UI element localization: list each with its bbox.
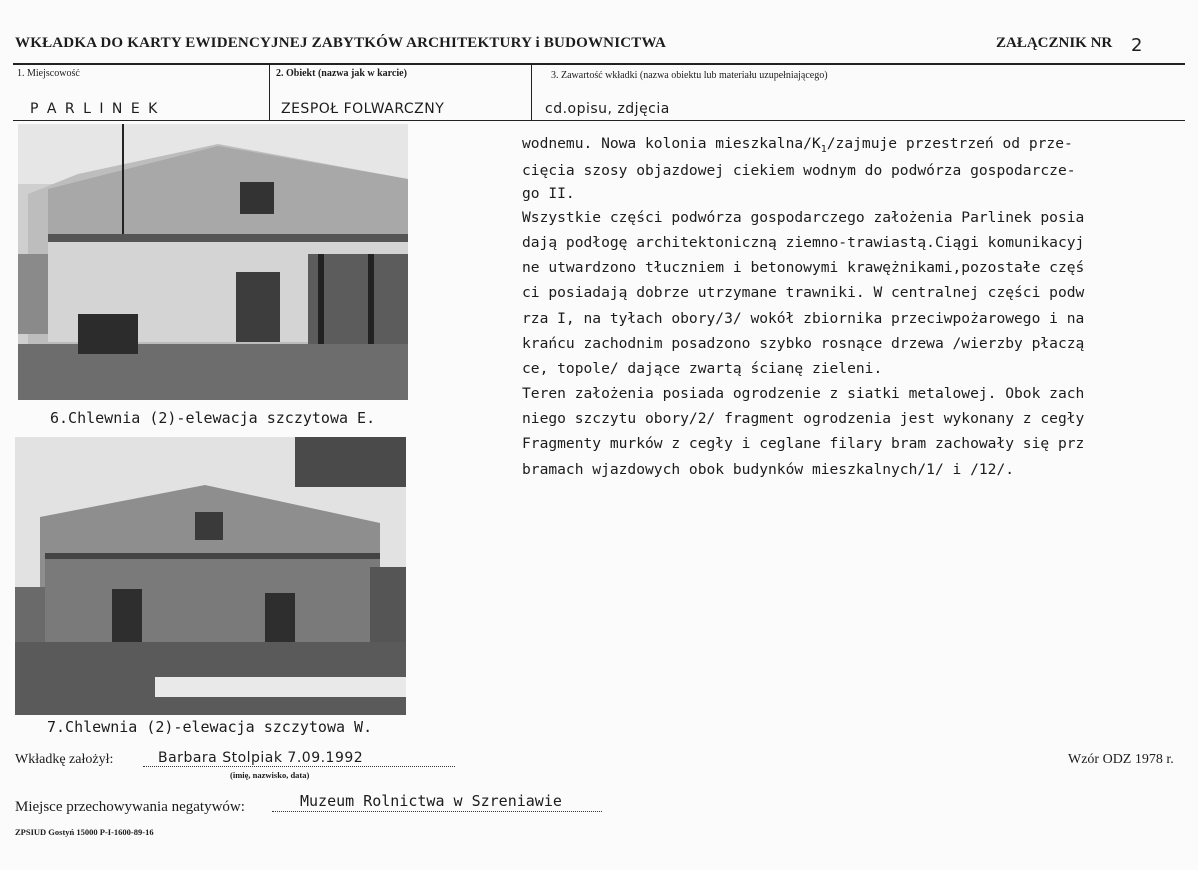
body-line-3: go II. [522, 185, 575, 202]
form-title: WKŁADKA DO KARTY EWIDENCYJNEJ ZABYTKÓW ARCHITEKTURY i BUDOWNICTWA [15, 35, 667, 51]
locality-label: 1. Miejscowość [17, 68, 80, 79]
author-underline [143, 766, 455, 767]
author-label: Wkładkę założył: [15, 752, 114, 767]
body-line-2: cięcia szosy objazdowej ciekiem wodnym do podwórza gospodarcze- [522, 162, 1076, 179]
locality-value: P A R L I N E K [30, 101, 160, 117]
attachment-label: ZAŁĄCZNIK NR [996, 35, 1113, 51]
object-value: ZESPOŁ FOLWARCZNY [281, 101, 445, 117]
contents-value: cd.opisu, zdjęcia [545, 101, 670, 117]
body-line-14: bramach wjazdowych obok budynków mieszkalnych/1/ i /12/. [522, 461, 1015, 478]
contents-label: 3. Zawartość wkładki (nazwa obiektu lub materiału uzupełniającego) [551, 70, 828, 81]
body-line-8: rza I, na tyłach obory/3/ wokół zbiornika przeciwpożarowego i na [522, 310, 1085, 327]
body-line-12: niego szczytu obory/2/ fragment ogrodzenia jest wykonany z cegły [522, 410, 1085, 427]
body-line-1: wodnemu. Nowa kolonia mieszkalna/$K_1$/zajmuje przestrzeń od prze- [522, 135, 1073, 155]
photo-caption-1: 6.Chlewnia (2)-elewacja szczytowa E. [50, 409, 376, 427]
body-line-6: ne utwardzono tłuczniem i betonowymi krawężnikami,pozostałe częś [522, 259, 1085, 276]
field-divider-1 [269, 64, 270, 120]
fields-rule [13, 120, 1185, 121]
header-rule [13, 63, 1185, 65]
storage-value: Muzeum Rolnictwa w Szreniawie [300, 792, 562, 810]
author-value: Barbara Stolpiak 7.09.1992 [158, 750, 364, 766]
photo-pigsty-west [15, 437, 406, 715]
body-line-4: Wszystkie części podwórza gospodarczego założenia Parlinek posia [522, 209, 1085, 226]
attachment-number: 2 [1131, 35, 1143, 56]
body-line-5: dają podłogę architektoniczną ziemno-trawiastą.Ciągi komunikacyj [522, 234, 1085, 251]
printer-imprint: ZPSIUD Gostyń 15000 P-I-1600-89-16 [15, 827, 154, 837]
field-divider-2 [531, 64, 532, 120]
author-hint: (imię, nazwisko, data) [230, 770, 310, 780]
body-subscript: 1 [820, 143, 827, 155]
form-reference: Wzór ODZ 1978 r. [1068, 752, 1174, 767]
storage-underline [272, 811, 602, 812]
body-line-13: Fragmenty murków z cegły i ceglane filary bram zachowały się prz [522, 435, 1085, 452]
storage-label: Miejsce przechowywania negatywów: [15, 799, 245, 815]
body-line-10: ce, topole/ dające zwartą ścianę zieleni. [522, 360, 883, 377]
object-label: 2. Obiekt (nazwa jak w karcie) [276, 68, 407, 79]
photo-caption-2: 7.Chlewnia (2)-elewacja szczytowa W. [47, 718, 373, 736]
photo-pigsty-east [18, 124, 408, 400]
body-line-11: Teren założenia posiada ogrodzenie z siatki metalowej. Obok zach [522, 385, 1085, 402]
body-line-7: ci posiadają dobrze utrzymane trawniki. W centralnej części podw [522, 284, 1085, 301]
body-line-9: krańcu zachodnim posadzono szybko rosnące drzewa /wierzby płaczą [522, 335, 1085, 352]
